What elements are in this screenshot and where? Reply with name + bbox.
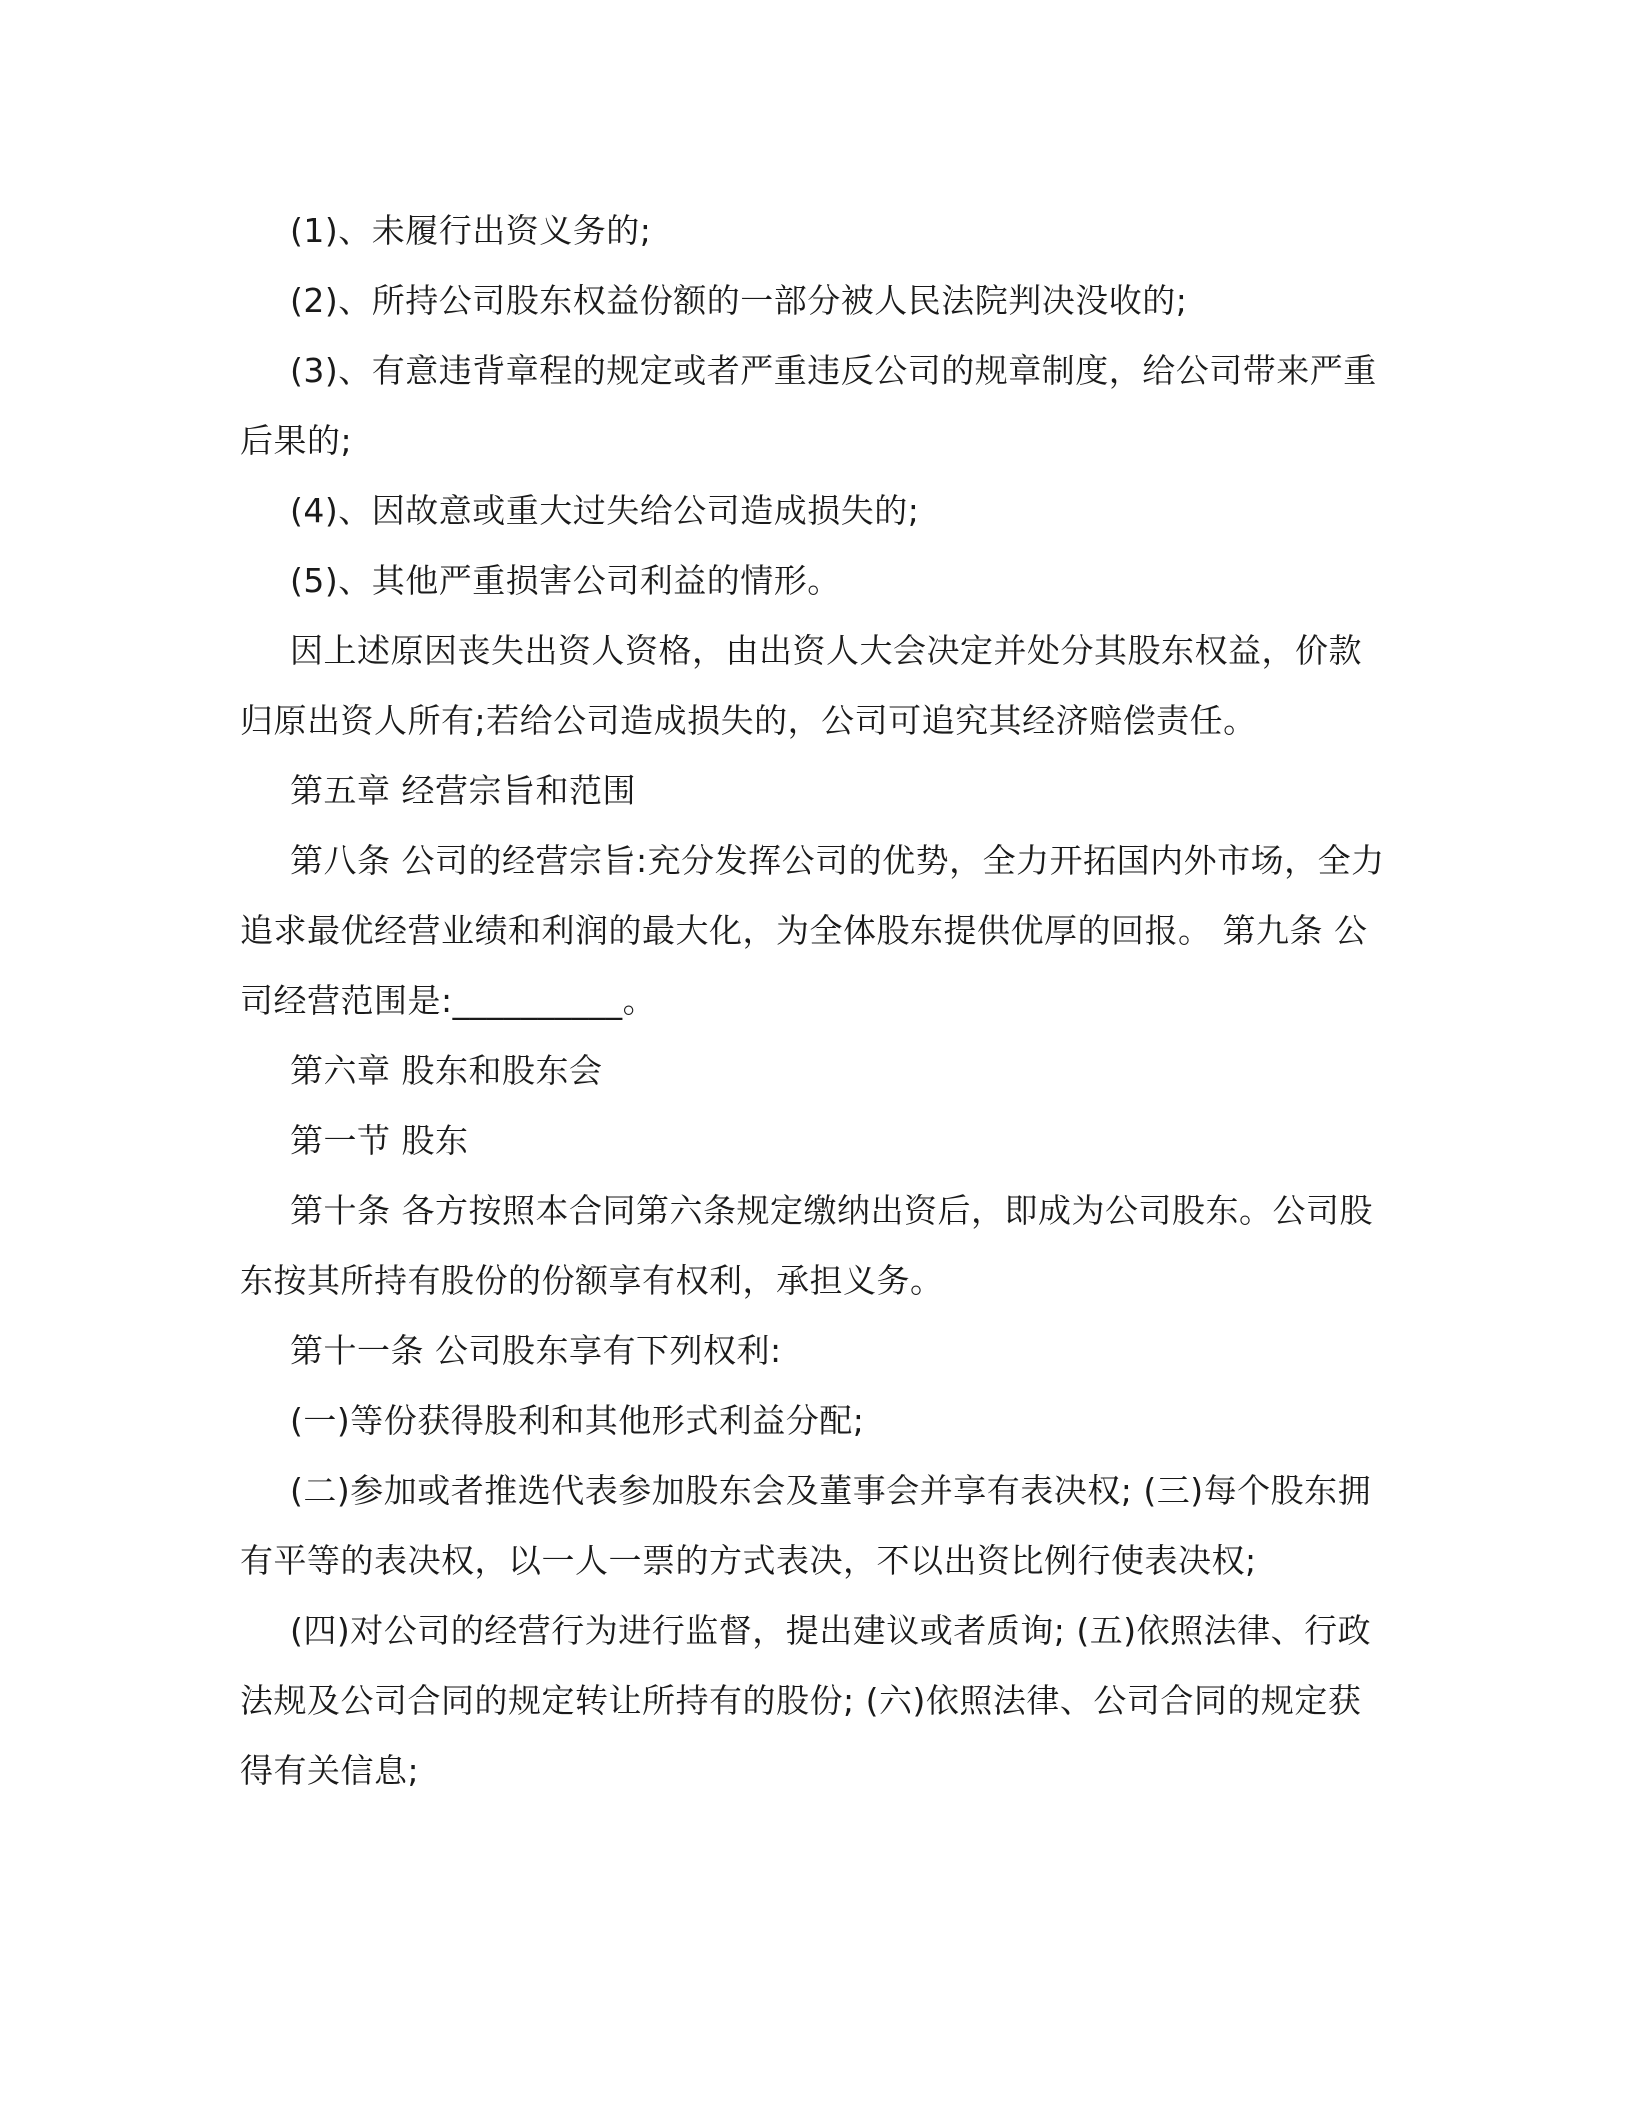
disqualification-paragraph: 因上述原因丧失出资人资格，由出资人大会决定并处分其股东权益，价款归原出资人所有;若给公司造成损失的，公司可追究其经济赔偿责任。: [240, 631, 1362, 740]
right-item-2-3: (二)参加或者推选代表参加股东会及董事会并享有表决权; (三)每个股东拥有平等的表决权，以一人一票的方式表决，不以出资比例行使表决权;: [240, 1471, 1372, 1580]
article-ten: 第十条 各方按照本合同第六条规定缴纳出资后，即成为公司股东。公司股东按其所持有股份的份额享有权利，承担义务。: [240, 1191, 1373, 1300]
article-eleven: 第十一条 公司股东享有下列权利:: [290, 1331, 782, 1370]
chapter-five-heading: 第五章 经营宗旨和范围: [290, 771, 636, 810]
clause-item-1: (1)、未履行出资义务的;: [290, 211, 652, 250]
article-eight-nine: 第八条 公司的经营宗旨:充分发挥公司的优势，全力开拓国内外市场，全力追求最优经营业绩和利润的最大化，为全体股东提供优厚的回报。 第九条 公司经营范围是:__________。: [240, 841, 1385, 1020]
clause-item-4: (4)、因故意或重大过失给公司造成损失的;: [290, 491, 920, 530]
chapter-six-heading: 第六章 股东和股东会: [290, 1051, 603, 1090]
document-page: [240, 196, 1386, 1806]
clause-item-3: (3)、有意违背章程的规定或者严重违反公司的规章制度，给公司带来严重后果的;: [240, 351, 1377, 460]
section-one-heading: 第一节 股东: [290, 1121, 469, 1160]
right-item-1: (一)等份获得股利和其他形式利益分配;: [290, 1401, 865, 1440]
clause-item-5: (5)、其他严重损害公司利益的情形。: [290, 561, 841, 600]
clause-item-2: (2)、所持公司股东权益份额的一部分被人民法院判决没收的;: [290, 281, 1188, 320]
right-item-4-6: (四)对公司的经营行为进行监督，提出建议或者质询; (五)依照法律、行政法规及公司合同的规定转让所持有的股份; (六)依照法律、公司合同的规定获得有关信息;: [240, 1611, 1372, 1790]
